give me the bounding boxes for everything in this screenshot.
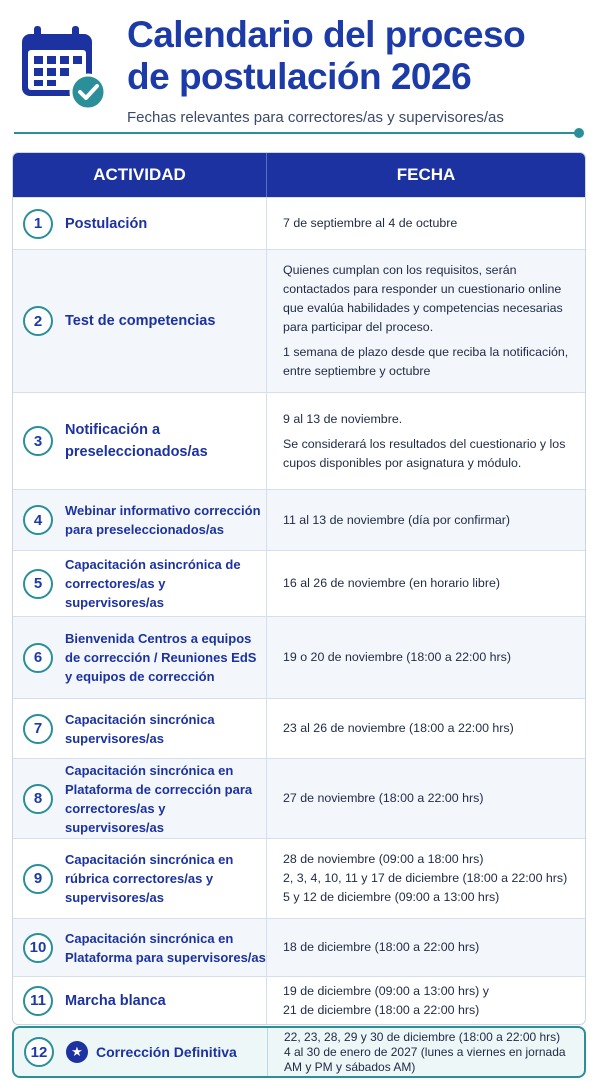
date-line: 19 de diciembre (09:00 a 13:00 hrs) y — [283, 983, 489, 998]
date-line: 4 al 30 de enero de 2027 (lunes a viernes en jornada AM y PM y sábados AM) — [284, 1044, 566, 1074]
activity-cell — [13, 839, 267, 918]
date-line: Se considerará los resultados del cuestionario y los cupos disponibles por asignatura y módulo. — [283, 436, 566, 470]
activity-cell — [13, 393, 267, 489]
activity-label: Bienvenida Centros a equipos de corrección / Reuniones EdS y equipos de corrección — [65, 631, 257, 684]
header — [0, 0, 600, 140]
activity-cell — [13, 250, 267, 392]
divider-dot — [574, 128, 584, 138]
activity-cell — [13, 490, 267, 550]
activity-label: Corrección Definitiva — [96, 1044, 237, 1060]
activity-label: Capacitación sincrónica en Plataforma de corrección para correctores/as y supervisores/as — [65, 762, 253, 835]
table-row — [13, 616, 585, 698]
table-row — [13, 249, 585, 392]
activity-label: Marcha blanca — [65, 992, 166, 1009]
column-header-activity: ACTIVIDAD — [13, 153, 267, 197]
date-line: 1 semana de plazo desde que reciba la notificación, entre septiembre y octubre — [283, 345, 569, 378]
activity-cell — [13, 699, 267, 758]
table-row — [13, 838, 585, 918]
activity-cell — [13, 551, 267, 616]
date-cell — [268, 1028, 584, 1076]
activity-label: Capacitación sincrónica en rúbrica correctores/as y supervisores/as — [65, 852, 234, 905]
step-number: 5 — [23, 569, 53, 599]
step-number: 11 — [23, 986, 53, 1016]
title-line-2: de postulación 2026 — [127, 56, 472, 97]
step-number: 4 — [23, 505, 53, 535]
activity-cell — [13, 617, 267, 698]
activity-cell — [13, 977, 267, 1024]
table-row — [13, 976, 585, 1024]
activity-cell — [14, 1028, 268, 1076]
step-number: 12 — [24, 1037, 54, 1067]
date-cell — [267, 490, 585, 550]
date-line: 23 al 26 de noviembre (18:00 a 22:00 hrs) — [283, 721, 514, 735]
calendar-check-icon — [18, 22, 108, 112]
date-cell — [267, 839, 585, 918]
activity-label: Webinar informativo corrección para preseleccionados/as — [65, 503, 261, 537]
date-cell — [267, 977, 585, 1024]
step-number: 7 — [23, 714, 53, 744]
date-line: 27 de noviembre (18:00 a 22:00 hrs) — [283, 791, 484, 805]
step-number: 9 — [23, 864, 53, 894]
date-cell — [267, 551, 585, 616]
table-row — [13, 197, 585, 249]
schedule-table — [12, 152, 586, 1025]
step-number: 6 — [23, 643, 53, 673]
page-title — [127, 14, 525, 98]
step-number: 1 — [23, 209, 53, 239]
date-line: 19 o 20 de noviembre (18:00 a 22:00 hrs) — [283, 650, 511, 664]
title-line-1: Calendario del proceso — [127, 14, 526, 55]
date-line: Quienes cumplan con los requisitos, serán contactados para responder un cuestionario online que evalúa habilidades y competencias necesarias para participar del proceso. — [283, 263, 563, 334]
table-row — [13, 758, 585, 838]
table-row — [13, 392, 585, 489]
date-cell — [267, 617, 585, 698]
step-number: 3 — [23, 426, 53, 456]
step-number: 8 — [23, 784, 53, 814]
activity-label: Capacitación asincrónica de correctores/as y supervisores/as — [65, 557, 241, 610]
activity-cell — [13, 198, 267, 249]
column-header-date: FECHA — [396, 165, 456, 184]
activity-cell — [13, 759, 267, 838]
table-header — [13, 153, 585, 197]
table-row — [13, 489, 585, 550]
divider — [14, 132, 580, 134]
date-line: 16 al 26 de noviembre (en horario libre) — [283, 576, 500, 590]
date-line: 9 al 13 de noviembre. — [283, 411, 403, 426]
date-cell — [267, 759, 585, 838]
table-row — [13, 550, 585, 616]
date-line: 7 de septiembre al 4 de octubre — [283, 216, 458, 230]
date-line: 22, 23, 28, 29 y 30 de diciembre (18:00 a 22:00 hrs) — [284, 1029, 561, 1044]
page-subtitle: Fechas relevantes para correctores/as y supervisores/as — [127, 109, 504, 126]
date-cell — [267, 919, 585, 976]
step-number: 2 — [23, 306, 53, 336]
date-line: 21 de diciembre (18:00 a 22:00 hrs) — [283, 1002, 480, 1017]
step-number: 10 — [23, 933, 53, 963]
activity-cell — [13, 919, 267, 976]
activity-label: Test de competencias — [65, 313, 216, 329]
table-row — [13, 918, 585, 976]
table-row — [13, 698, 585, 758]
date-line: 18 de diciembre (18:00 a 22:00 hrs) — [283, 940, 480, 954]
date-cell — [267, 250, 585, 392]
date-cell — [267, 393, 585, 489]
date-line: 5 y 12 de diciembre (09:00 a 13:00 hrs) — [283, 890, 500, 904]
activity-label: Notificación a preseleccionados/as — [65, 422, 208, 460]
date-line: 2, 3, 4, 10, 11 y 17 de diciembre (18:00 a 22:00 hrs) — [283, 871, 568, 885]
activity-label: Capacitación sincrónica supervisores/as — [65, 711, 215, 746]
date-line: 11 al 13 de noviembre (día por confirmar) — [283, 512, 511, 527]
activity-label: Capacitación sincrónica en Plataforma para supervisores/as — [65, 930, 266, 965]
activity-label: Postulación — [65, 215, 148, 232]
star-icon: ★ — [66, 1041, 88, 1063]
date-cell — [267, 198, 585, 249]
final-row — [12, 1026, 586, 1078]
date-cell — [267, 699, 585, 758]
date-line: 28 de noviembre (09:00 a 18:00 hrs) — [283, 852, 484, 866]
